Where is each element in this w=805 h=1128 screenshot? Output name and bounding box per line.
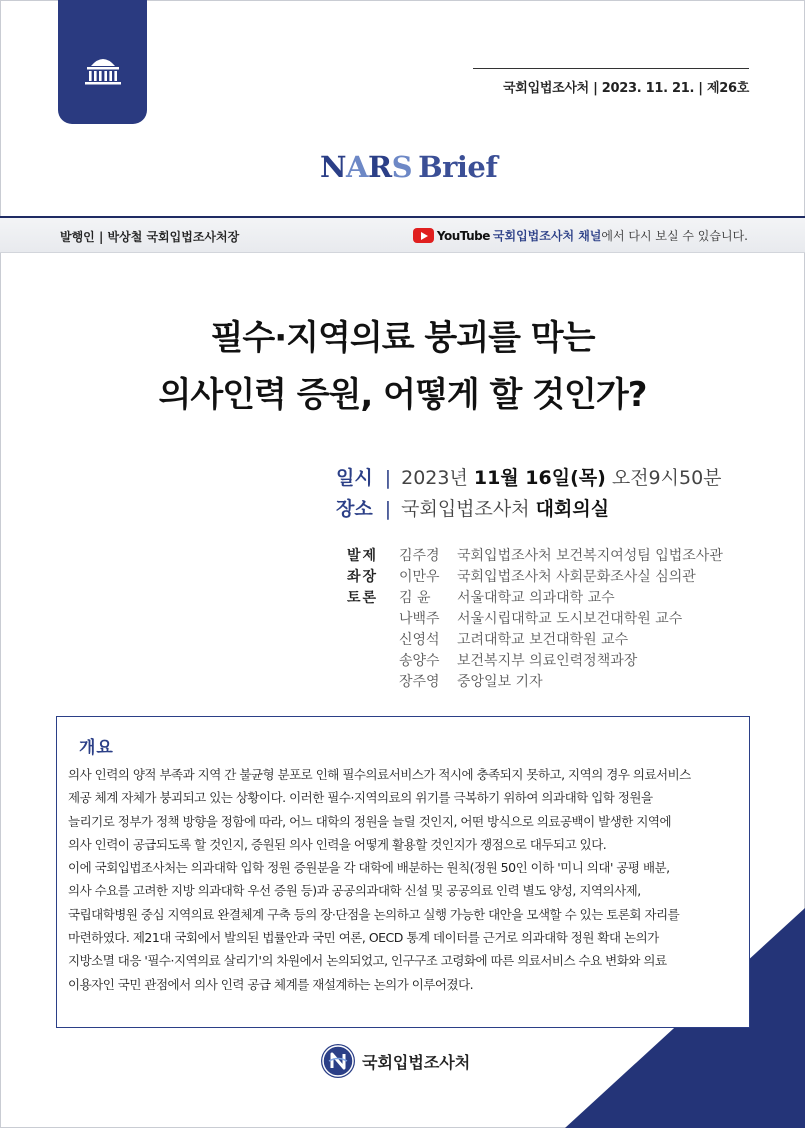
nars-emblem-icon [321, 1044, 355, 1078]
participant-name: 송양수 [399, 652, 440, 669]
summary-box [56, 716, 750, 1028]
participant-row [347, 649, 723, 670]
date-separator: | [384, 467, 392, 489]
summary-line: 제공 체계 자체가 붕괴되고 있는 상황이다. 이러한 필수·지역의료의 위기를 극복하기 위하여 의과대학 입학 정원을 [68, 790, 653, 806]
youtube-rewatch-text: 에서 다시 보실 수 있습니다. [601, 229, 748, 243]
page-title-line-1: 필수·지역의료 붕괴를 막는 [210, 318, 595, 358]
date-label: 일시 [336, 467, 373, 489]
national-assembly-dome-icon [82, 50, 124, 86]
date-time: 오전9시50분 [605, 467, 722, 489]
publisher: 발행인 | 박상철 국회입법조사처장 [60, 230, 240, 244]
brand-letter-r: R [368, 150, 392, 184]
date-year: 2023년 [401, 467, 474, 489]
participant-name: 김주경 [399, 547, 440, 564]
nars-brief-logo [320, 150, 497, 184]
participant-role: 토론 [347, 589, 379, 606]
brand-letter-n: N [320, 150, 347, 184]
summary-line: 늘리기로 정부가 정책 방향을 정함에 따라, 어느 대학의 정원을 늘릴 것인지, 어떤 방식으로 의료공백이 발생한 지역에 [68, 813, 672, 829]
summary-line: 마련하였다. 제21대 국회에서 발의된 법률안과 국민 여론, OECD 통계 데이터를 근거로 의과대학 정원 확대 논의가 [68, 930, 659, 946]
footer-logo [321, 1044, 470, 1078]
participant-row [347, 670, 723, 691]
summary-line: 의사 인력의 양적 부족과 지역 간 불균형 분포로 인해 필수의료서비스가 적시에 충족되지 못하고, 지역의 경우 의료서비스 [68, 767, 691, 782]
place-label: 장소 [336, 498, 373, 520]
summary-title: 개요 [79, 738, 114, 758]
footer-org-name: 국회입법조사처 [362, 1052, 471, 1072]
participant-role: 좌장 [347, 568, 379, 585]
summary-line: 국립대학병원 중심 지역의료 완결체계 구축 등의 장·단점을 논의하고 실행 가능한 대안을 모색할 수 있는 토론회 자리를 [68, 906, 680, 922]
brand-word: Brief [418, 150, 498, 184]
event-date [336, 463, 722, 490]
issue-info: 국회입법조사처 | 2023. 11. 21. | 제26호 [503, 81, 749, 96]
participant-name: 나백주 [399, 610, 440, 627]
header-rule [473, 68, 749, 69]
participant-org: 서울시립대학교 도시보건대학원 교수 [457, 610, 683, 627]
participant-name: 신영석 [399, 631, 440, 648]
participant-name: 김 윤 [399, 589, 431, 606]
date-day: 11월 16일(목) [473, 467, 606, 489]
logo-tab [58, 0, 147, 124]
page-title-line-2: 의사인력 증원, 어떻게 할 것인가? [158, 375, 647, 415]
summary-line: 의사 인력이 공급되도록 할 것인지, 증원된 의사 인력을 어떻게 활용할 것인지가 쟁점으로 대두되고 있다. [68, 836, 607, 852]
place-org: 국회입법조사처 [401, 498, 536, 520]
place-separator: | [384, 498, 392, 520]
participant-name: 장주영 [399, 673, 440, 690]
participant-row [347, 565, 723, 586]
event-place [336, 494, 609, 521]
participant-name: 이만우 [399, 568, 440, 585]
participant-org: 서울대학교 의과대학 교수 [457, 589, 615, 606]
participant-row [347, 628, 723, 649]
place-room: 대회의실 [535, 498, 610, 520]
participant-org: 국회입법조사처 사회문화조사실 심의관 [457, 568, 696, 585]
participant-row [347, 607, 723, 628]
brand-letter-a: A [346, 150, 369, 184]
youtube-wordmark: YouTube [436, 228, 490, 243]
brand-letter-s: S [391, 150, 413, 184]
participant-list [347, 544, 723, 691]
youtube-notice[interactable] [413, 227, 748, 244]
summary-line: 지방소멸 대응 '필수·지역의료 살리기'의 차원에서 논의되었고, 인구구조 고령화에 따른 의료서비스 수요 변화와 의료 [68, 953, 667, 969]
participant-row [347, 544, 723, 565]
participant-org: 국회입법조사처 보건복지여성팀 입법조사관 [457, 547, 723, 564]
summary-body [68, 763, 740, 996]
participant-org: 중앙일보 기자 [457, 673, 543, 690]
youtube-channel-name[interactable]: 국회입법조사처 채널 [492, 229, 602, 243]
participant-org: 보건복지부 의료인력정책과장 [457, 652, 638, 669]
summary-line: 이용자인 국민 관점에서 의사 인력 공급 체계를 재설계하는 논의가 이루어졌다. [68, 976, 474, 992]
youtube-play-icon [413, 228, 434, 243]
participant-role: 발제 [347, 547, 379, 564]
participant-row [347, 586, 723, 607]
summary-line: 의사 수요를 고려한 지방 의과대학 우선 증원 등)과 공공의과대학 신설 및 공공의료 인력 별도 양성, 지역의사제, [68, 883, 641, 899]
info-band [0, 216, 805, 253]
participant-org: 고려대학교 보건대학원 교수 [457, 631, 629, 648]
summary-line: 이에 국회입법조사처는 의과대학 입학 정원 증원분을 각 대학에 배분하는 원칙(정원 50인 이하 '미니 의대' 공평 배분, [68, 860, 670, 876]
